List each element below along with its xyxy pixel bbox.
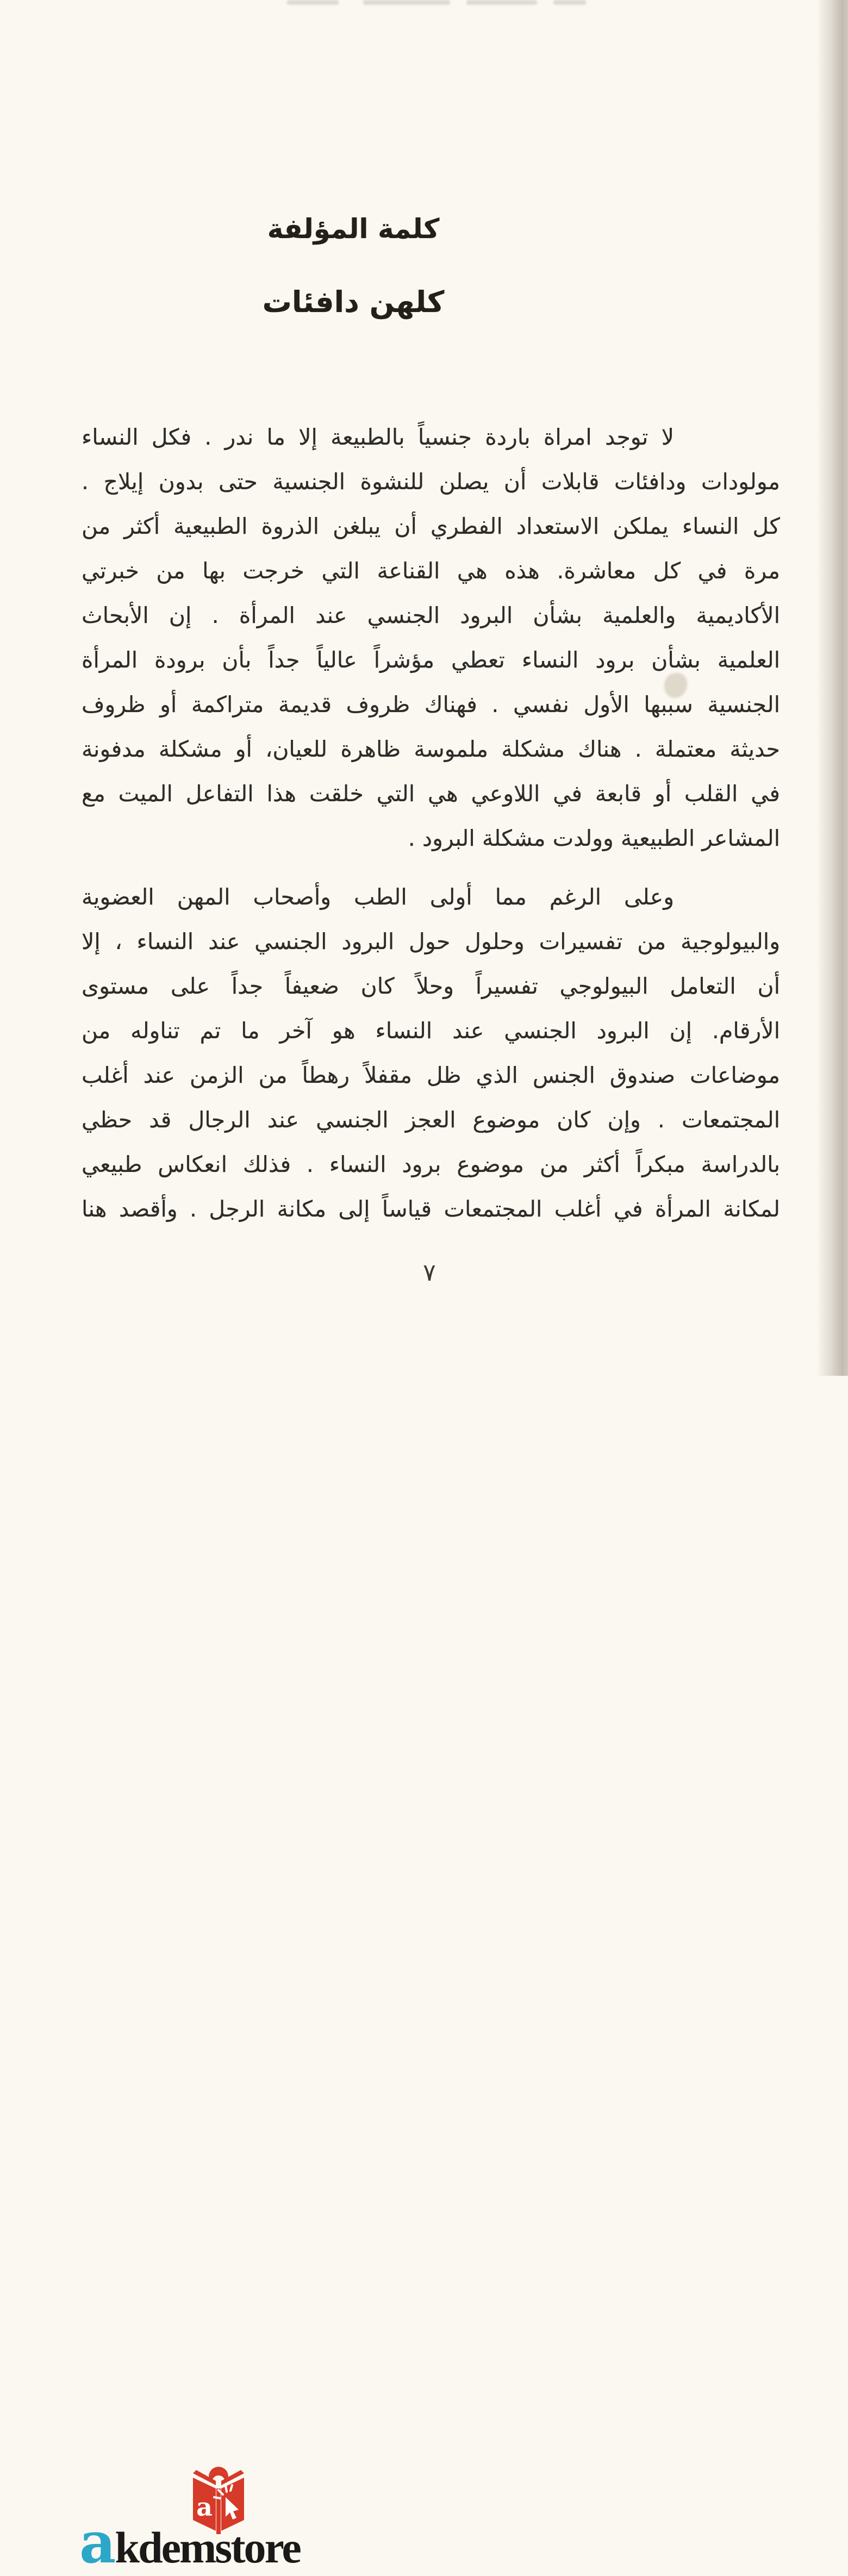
text-line: كل النساء يملكن الاستعداد الفطري أن يبلغن الذروة الطبيعية أكثر من — [82, 513, 780, 539]
scan-artifact — [553, 0, 586, 5]
scan-artifact — [287, 0, 339, 5]
paragraph — [82, 875, 780, 1231]
paragraph — [82, 415, 780, 860]
text-line: في القلب أو قابعة في اللاوعي هي التي خلقت هذا التفاعل الميت مع — [82, 781, 780, 807]
book-letter: a — [196, 2492, 213, 2522]
page-subtitle: كلهن دافئات — [262, 285, 445, 319]
text-line: مرة في كل معاشرة. هذه هي القناعة التي خرجت بها من خبرتي — [82, 558, 780, 584]
logo-letter-a: a — [79, 2509, 115, 2576]
logo-wordmark — [79, 2509, 300, 2576]
text-line: أن التعامل البيولوجي تفسيراً وحلاً كان ضعيفاً جداً على مستوى — [82, 973, 780, 999]
body-text — [82, 415, 780, 1245]
text-line: لا توجد امراة باردة جنسياً بالطبيعة إلا ما ندر . فكل النساء — [82, 424, 674, 450]
text-line: لمكانة المرأة في أغلب المجتمعات قياساً إلى مكانة الرجل . وأقصد هنا — [82, 1196, 780, 1222]
page-number: ٧ — [423, 1259, 436, 1287]
text-line: بالدراسة مبكراً أكثر من موضوع برود النساء . فذلك انعكاس طبيعي — [82, 1151, 780, 1177]
text-line: وعلى الرغم مما أولى الطب وأصحاب المهن العضوية — [82, 884, 674, 910]
akdemstore-logo — [0, 1228, 381, 2576]
page-edge-shadow — [816, 0, 848, 1376]
text-line: موضاعات صندوق الجنس الذي ظل مقفلاً رهطاً من الزمن عند أغلب — [82, 1062, 780, 1088]
scan-artifact — [363, 0, 450, 5]
scan-artifact — [466, 0, 537, 5]
logo-letters-rest: kdemstore — [115, 2523, 300, 2572]
text-line: العلمية بشأن برود النساء تعطي مؤشراً عالياً جداً بأن برودة المرأة — [82, 647, 780, 673]
text-line: والبيولوجية من تفسيرات وحلول حول البرود الجنسي عند النساء ، إلا — [82, 928, 780, 955]
text-line: مولودات ودافئات قابلات أن يصلن للنشوة الجنسية حتى بدون إيلاج . — [82, 469, 780, 495]
text-line: المشاعر الطبيعية وولدت مشكلة البرود . — [408, 825, 780, 851]
text-line: حديثة معتملة . هناك مشكلة ملموسة ظاهرة للعيان، أو مشكلة مدفونة — [82, 736, 780, 762]
text-line: الأكاديمية والعلمية بشأن البرود الجنسي عند المرأة . إن الأبحاث — [82, 602, 780, 628]
text-line: الجنسية سببها الأول نفسي . فهناك ظروف قديمة متراكمة أو ظروف — [82, 691, 780, 718]
page-title: كلمة المؤلفة — [267, 213, 440, 245]
text-line: المجتمعات . وإن كان موضوع العجز الجنسي عند الرجال قد حظي — [82, 1107, 780, 1133]
text-line: الأرقام. إن البرود الجنسي عند النساء هو آخر ما تم تناوله من — [82, 1018, 780, 1044]
